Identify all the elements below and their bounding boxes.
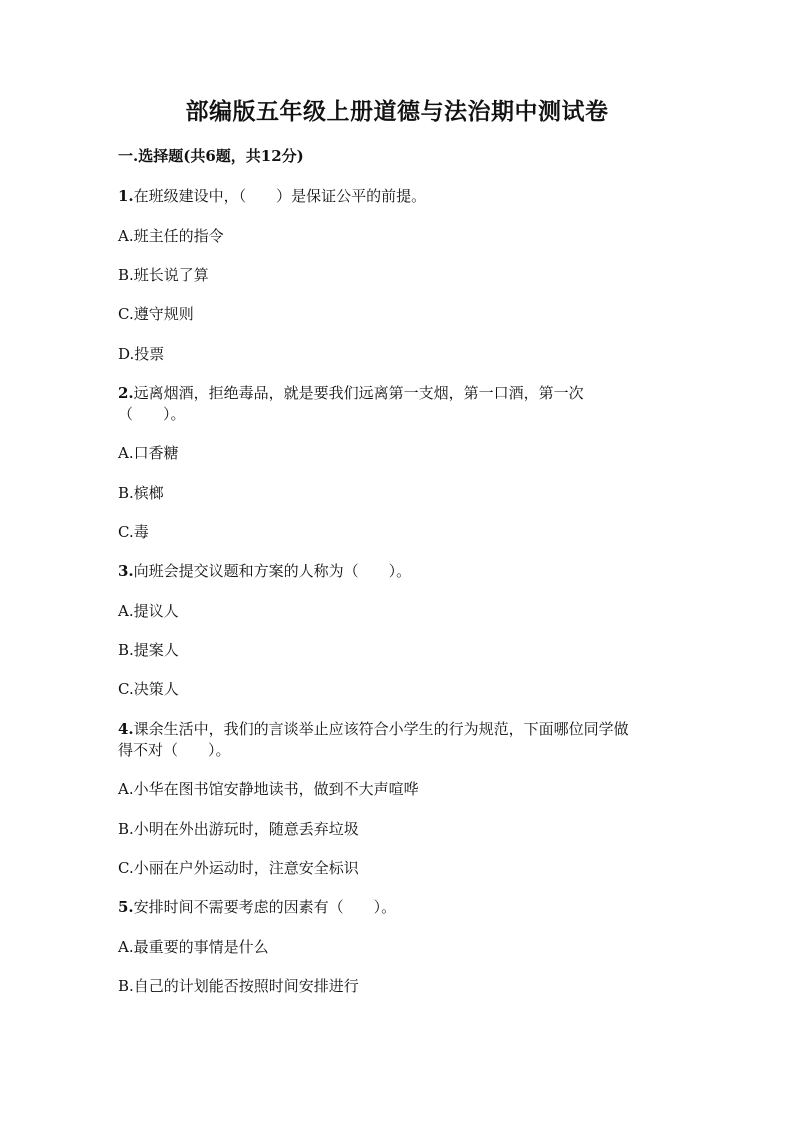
question-5 (118, 897, 678, 917)
option-3b: B.提案人 (118, 641, 179, 659)
option-5b: B.自己的计划能否按照时间安排进行 (118, 977, 359, 995)
question-1 (118, 186, 678, 206)
option-3a: A.提议人 (118, 602, 179, 620)
question-number: 2. (118, 384, 134, 402)
question-3 (118, 561, 678, 581)
option-5a: A.最重要的事情是什么 (118, 938, 269, 956)
page-title: 部编版五年级上册道德与法治期中测试卷 (185, 98, 609, 125)
question-number: 3. (118, 562, 134, 580)
option-2a: A.口香糖 (118, 444, 179, 462)
option-4b: B.小明在外出游玩时，随意丢弃垃圾 (118, 820, 359, 838)
question-4-continued: 得不对（ ）。 (118, 741, 231, 759)
option-1c: C.遵守规则 (118, 305, 194, 323)
option-1b: B.班长说了算 (118, 266, 209, 284)
question-stem: 远离烟酒，拒绝毒品，就是要我们远离第一支烟，第一口酒，第一次 (133, 384, 584, 402)
option-2b: B.槟榔 (118, 484, 164, 502)
section-heading: 一.选择题(共6题，共12分) (118, 147, 304, 165)
option-1a: A.班主任的指令 (118, 227, 224, 245)
question-stem: 向班会提交议题和方案的人称为（ ）。 (133, 562, 412, 580)
option-4a: A.小华在图书馆安静地读书，做到不大声喧哗 (118, 780, 419, 798)
option-1d: D.投票 (118, 345, 165, 363)
question-2-continued: （ ）。 (118, 405, 186, 423)
question-number: 4. (118, 720, 134, 738)
option-3c: C.决策人 (118, 680, 179, 698)
question-number: 1. (118, 187, 134, 205)
question-number: 5. (118, 898, 134, 916)
question-stem: 安排时间不需要考虑的因素有（ ）。 (133, 898, 397, 916)
option-2c: C.毒 (118, 523, 149, 541)
question-4 (118, 719, 678, 739)
question-stem: 在班级建设中，（ ）是保证公平的前提。 (133, 187, 427, 205)
question-stem: 课余生活中，我们的言谈举止应该符合小学生的行为规范，下面哪位同学做 (133, 720, 629, 738)
option-4c: C.小丽在户外运动时，注意安全标识 (118, 859, 359, 877)
question-2 (118, 383, 678, 403)
